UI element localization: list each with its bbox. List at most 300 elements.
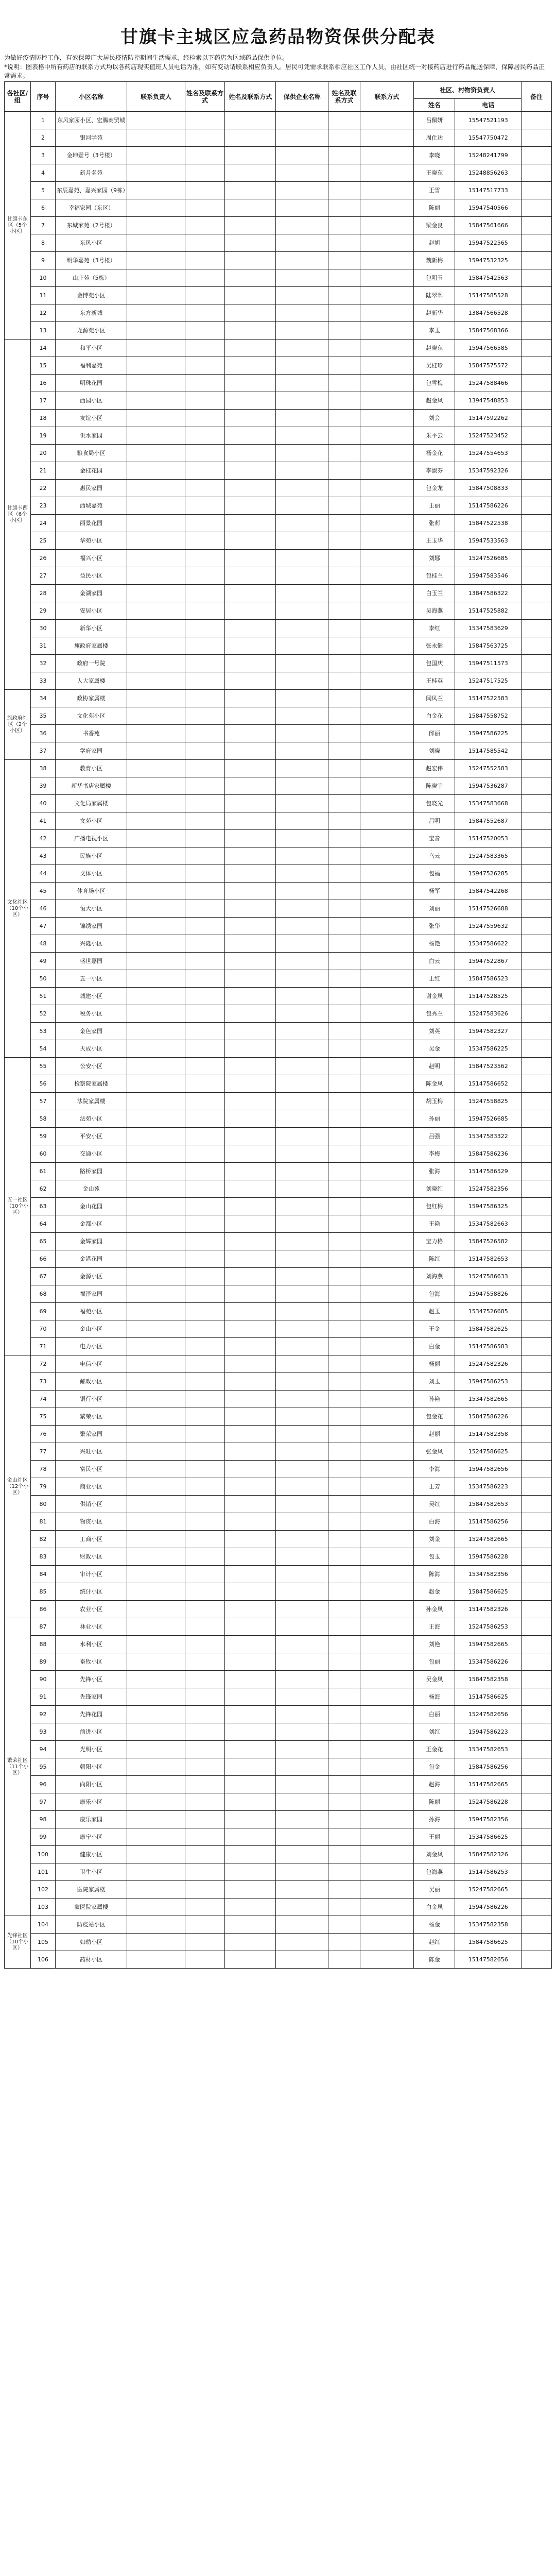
no-cell: 101 [30, 1863, 55, 1881]
comm-sup-cell [185, 567, 225, 585]
pharmacy-phone-cell [360, 1128, 413, 1145]
rep-name-cell: 包金龙 [414, 480, 455, 497]
pharmacy-name-cell [328, 1163, 360, 1180]
rep-phone-cell: 15347582358 [455, 1916, 522, 1934]
comm-phone-cell [225, 1268, 276, 1285]
table-row [5, 1758, 552, 1776]
pharmacy-phone-cell [360, 1671, 413, 1688]
pharmacy-phone-cell [360, 164, 413, 182]
note-cell [522, 1215, 552, 1233]
rep-phone-cell: 15247523452 [455, 427, 522, 445]
pharmacy-name-cell [328, 848, 360, 865]
community-cell: 物资小区 [56, 1513, 127, 1531]
pharmacy-name-cell [328, 1391, 360, 1408]
note-cell [522, 427, 552, 445]
pharmacy-name-cell [328, 1355, 360, 1373]
table-row [5, 1215, 552, 1233]
comm-phone-cell [225, 234, 276, 252]
pharmacy-name-cell [328, 988, 360, 1005]
table-row [5, 304, 552, 322]
community-cell: 书香苑 [56, 725, 127, 742]
rep-name-cell: 陈丽 [414, 1793, 455, 1811]
intro-line-1: 为做好疫情防控工作，有效保障广大居民疫情防控期间生活需求，经检索以下药店为区域药品保供单位。 [4, 54, 289, 61]
pharmacy-cell [276, 164, 328, 182]
rep-phone-cell: 15247559632 [455, 918, 522, 935]
rep-phone-cell: 15147520053 [455, 830, 522, 848]
table-row [5, 1268, 552, 1285]
comm-phone-cell [225, 567, 276, 585]
rep-name-cell: 包国庆 [414, 655, 455, 672]
pharmacy-cell [276, 900, 328, 918]
comm-manager-cell [127, 1443, 185, 1461]
table-row [5, 812, 552, 830]
rep-phone-cell: 15147528525 [455, 988, 522, 1005]
rep-name-cell: 白金花 [414, 707, 455, 725]
area-cell: 甘旗卡东区（5个小区） [5, 112, 31, 340]
header-no: 序号 [30, 82, 55, 112]
table-row [5, 287, 552, 304]
pharmacy-phone-cell [360, 1653, 413, 1671]
rep-phone-cell: 15347583629 [455, 620, 522, 637]
comm-manager-cell [127, 357, 185, 375]
pharmacy-phone-cell [360, 777, 413, 795]
note-cell [522, 1688, 552, 1706]
comm-manager-cell [127, 602, 185, 620]
comm-manager-cell [127, 1951, 185, 1969]
table-row [5, 1671, 552, 1688]
community-cell: 学府家园 [56, 742, 127, 760]
comm-sup-cell [185, 1531, 225, 1548]
no-cell: 81 [30, 1513, 55, 1531]
pharmacy-phone-cell [360, 672, 413, 690]
pharmacy-name-cell [328, 760, 360, 777]
comm-sup-cell [185, 1548, 225, 1566]
comm-sup-cell [185, 129, 225, 147]
note-cell [522, 883, 552, 900]
comm-phone-cell [225, 532, 276, 550]
rep-phone-cell: 15847522538 [455, 515, 522, 532]
comm-sup-cell [185, 672, 225, 690]
pharmacy-name-cell [328, 1951, 360, 1969]
pharmacy-name-cell [328, 1320, 360, 1338]
pharmacy-cell [276, 585, 328, 602]
pharmacy-phone-cell [360, 1355, 413, 1373]
rep-name-cell: 刘娜 [414, 550, 455, 567]
pharmacy-name-cell [328, 1828, 360, 1846]
rep-phone-cell: 15147585528 [455, 287, 522, 304]
comm-phone-cell [225, 1513, 276, 1531]
table-row [5, 1496, 552, 1513]
pharmacy-name-cell [328, 1443, 360, 1461]
pharmacy-name-cell [328, 707, 360, 725]
pharmacy-cell [276, 1478, 328, 1496]
comm-phone-cell [225, 1653, 276, 1671]
note-cell [522, 1653, 552, 1671]
comm-manager-cell [127, 375, 185, 392]
rep-name-cell: 张华 [414, 918, 455, 935]
no-cell: 91 [30, 1688, 55, 1706]
pharmacy-phone-cell [360, 480, 413, 497]
pharmacy-cell [276, 392, 328, 410]
table-row [5, 1881, 552, 1899]
community-cell: 友谊小区 [56, 410, 127, 427]
rep-name-cell: 杨丽 [414, 1355, 455, 1373]
table-row [5, 1636, 552, 1653]
community-cell: 妇幼小区 [56, 1934, 127, 1951]
comm-sup-cell [185, 1268, 225, 1285]
community-cell: 文苑小区 [56, 812, 127, 830]
comm-sup-cell [185, 515, 225, 532]
comm-manager-cell [127, 900, 185, 918]
rep-name-cell: 赵丽 [414, 1426, 455, 1443]
rep-phone-cell: 15347586225 [455, 1040, 522, 1058]
table-row [5, 147, 552, 164]
note-cell [522, 550, 552, 567]
pharmacy-phone-cell [360, 1023, 413, 1040]
rep-name-cell: 包玉 [414, 1548, 455, 1566]
community-cell: 丽景花园 [56, 515, 127, 532]
comm-sup-cell [185, 1426, 225, 1443]
note-cell [522, 1758, 552, 1776]
community-cell: 东辰嘉苑、嘉兴家园（9栋） [56, 182, 127, 199]
rep-name-cell: 包福 [414, 865, 455, 883]
community-cell: 体育场小区 [56, 883, 127, 900]
rep-name-cell: 包海 [414, 1285, 455, 1303]
comm-manager-cell [127, 953, 185, 970]
community-cell: 电力小区 [56, 1338, 127, 1355]
pharmacy-phone-cell [360, 1426, 413, 1443]
comm-sup-cell [185, 234, 225, 252]
rep-phone-cell: 15247583365 [455, 848, 522, 865]
rep-phone-cell: 15147586583 [455, 1338, 522, 1355]
table-row [5, 1250, 552, 1268]
rep-phone-cell: 15847523562 [455, 1058, 522, 1075]
pharmacy-cell [276, 1653, 328, 1671]
rep-name-cell: 白金 [414, 1338, 455, 1355]
no-cell: 75 [30, 1408, 55, 1426]
comm-manager-cell [127, 1671, 185, 1688]
note-cell [522, 1005, 552, 1023]
rep-phone-cell: 15947566585 [455, 340, 522, 357]
rep-phone-cell: 15147586256 [455, 1513, 522, 1531]
table-row [5, 392, 552, 410]
note-cell [522, 1548, 552, 1566]
community-cell: 恒大小区 [56, 900, 127, 918]
pharmacy-name-cell [328, 269, 360, 287]
rep-phone-cell: 15847552687 [455, 812, 522, 830]
note-cell [522, 1583, 552, 1601]
comm-manager-cell [127, 1355, 185, 1373]
pharmacy-cell [276, 953, 328, 970]
comm-phone-cell [225, 777, 276, 795]
pharmacy-phone-cell [360, 269, 413, 287]
rep-name-cell: 孙艳 [414, 1391, 455, 1408]
rep-phone-cell: 15247586633 [455, 1268, 522, 1285]
table-row [5, 1303, 552, 1320]
note-cell [522, 1075, 552, 1093]
note-cell [522, 1303, 552, 1320]
area-cell: 先锋社区（10个小区） [5, 1916, 31, 1969]
pharmacy-cell [276, 672, 328, 690]
no-cell: 40 [30, 795, 55, 812]
pharmacy-name-cell [328, 1180, 360, 1198]
table-row [5, 1916, 552, 1934]
rep-name-cell: 杨艳 [414, 935, 455, 953]
comm-phone-cell [225, 304, 276, 322]
comm-manager-cell [127, 1636, 185, 1653]
community-cell: 文化苑小区 [56, 707, 127, 725]
comm-manager-cell [127, 1338, 185, 1355]
header-pharmacy-phone: 联系方式 [360, 82, 413, 112]
no-cell: 73 [30, 1373, 55, 1391]
no-cell: 93 [30, 1723, 55, 1741]
pharmacy-phone-cell [360, 1618, 413, 1636]
community-cell: 前进小区 [56, 1723, 127, 1741]
comm-phone-cell [225, 164, 276, 182]
rep-name-cell: 赵红 [414, 1934, 455, 1951]
rep-name-cell: 刘金 [414, 1531, 455, 1548]
rep-phone-cell: 15147522583 [455, 690, 522, 707]
pharmacy-cell [276, 1863, 328, 1881]
comm-manager-cell [127, 707, 185, 725]
comm-sup-cell [185, 445, 225, 462]
pharmacy-phone-cell [360, 1513, 413, 1531]
rep-phone-cell: 15847586256 [455, 1758, 522, 1776]
comm-sup-cell [185, 1706, 225, 1723]
community-cell: 福利嘉苑 [56, 357, 127, 375]
comm-manager-cell [127, 287, 185, 304]
pharmacy-name-cell [328, 1426, 360, 1443]
community-cell: 兴隆小区 [56, 935, 127, 953]
rep-phone-cell: 15947586225 [455, 725, 522, 742]
pharmacy-cell [276, 637, 328, 655]
comm-phone-cell [225, 1391, 276, 1408]
rep-phone-cell: 15247588466 [455, 375, 522, 392]
rep-name-cell: 王海 [414, 1618, 455, 1636]
table-row [5, 1934, 552, 1951]
header-comm-sup: 姓名及联系方式 [185, 82, 225, 112]
community-cell: 审计小区 [56, 1566, 127, 1583]
pharmacy-phone-cell [360, 287, 413, 304]
rep-phone-cell: 15847582653 [455, 1496, 522, 1513]
note-cell [522, 462, 552, 480]
rep-name-cell: 魏新梅 [414, 252, 455, 269]
table-row [5, 1320, 552, 1338]
no-cell: 63 [30, 1198, 55, 1215]
rep-name-cell: 陈金凤 [414, 1075, 455, 1093]
note-cell [522, 287, 552, 304]
comm-manager-cell [127, 795, 185, 812]
pharmacy-cell [276, 1899, 328, 1916]
no-cell: 33 [30, 672, 55, 690]
comm-manager-cell [127, 935, 185, 953]
comm-phone-cell [225, 1040, 276, 1058]
rep-phone-cell: 15147586529 [455, 1163, 522, 1180]
no-cell: 13 [30, 322, 55, 340]
pharmacy-cell [276, 129, 328, 147]
table-row [5, 427, 552, 445]
pharmacy-cell [276, 620, 328, 637]
table-row [5, 1706, 552, 1723]
area-cell: 五一社区（10个小区） [5, 1058, 31, 1355]
pharmacy-cell [276, 480, 328, 497]
community-cell: 东风家园小区、宏腾商贸城 [56, 112, 127, 129]
community-cell: 水利小区 [56, 1636, 127, 1653]
comm-sup-cell [185, 1793, 225, 1811]
comm-phone-cell [225, 1110, 276, 1128]
comm-phone-cell [225, 1426, 276, 1443]
comm-manager-cell [127, 777, 185, 795]
pharmacy-phone-cell [360, 497, 413, 515]
pharmacy-phone-cell [360, 1531, 413, 1548]
comm-phone-cell [225, 1531, 276, 1548]
pharmacy-name-cell [328, 427, 360, 445]
pharmacy-name-cell [328, 1023, 360, 1040]
pharmacy-phone-cell [360, 848, 413, 865]
no-cell: 54 [30, 1040, 55, 1058]
no-cell: 78 [30, 1461, 55, 1478]
rep-name-cell: 李梅 [414, 1145, 455, 1163]
rep-phone-cell: 15947526285 [455, 865, 522, 883]
table-row [5, 637, 552, 655]
pharmacy-cell [276, 777, 328, 795]
pharmacy-name-cell [328, 900, 360, 918]
comm-manager-cell [127, 1215, 185, 1233]
comm-phone-cell [225, 1163, 276, 1180]
pharmacy-cell [276, 1408, 328, 1426]
rep-name-cell: 王玉华 [414, 532, 455, 550]
comm-manager-cell [127, 1145, 185, 1163]
pharmacy-cell [276, 497, 328, 515]
comm-sup-cell [185, 1338, 225, 1355]
comm-manager-cell [127, 217, 185, 234]
comm-sup-cell [185, 1881, 225, 1899]
no-cell: 88 [30, 1636, 55, 1653]
comm-manager-cell [127, 812, 185, 830]
table-row [5, 1461, 552, 1478]
comm-phone-cell [225, 1863, 276, 1881]
rep-phone-cell: 15147586625 [455, 1688, 522, 1706]
comm-phone-cell [225, 830, 276, 848]
community-cell: 富民小区 [56, 1461, 127, 1478]
pharmacy-phone-cell [360, 1373, 413, 1391]
table-row [5, 1426, 552, 1443]
pharmacy-cell [276, 918, 328, 935]
pharmacy-name-cell [328, 830, 360, 848]
table-row [5, 1618, 552, 1636]
table-row [5, 1583, 552, 1601]
comm-sup-cell [185, 1496, 225, 1513]
note-cell [522, 1110, 552, 1128]
note-cell [522, 1023, 552, 1040]
comm-sup-cell [185, 1408, 225, 1426]
pharmacy-name-cell [328, 1723, 360, 1741]
rep-name-cell: 李淑芬 [414, 462, 455, 480]
table-row [5, 375, 552, 392]
rep-phone-cell: 15947582665 [455, 1636, 522, 1653]
comm-phone-cell [225, 357, 276, 375]
pharmacy-phone-cell [360, 182, 413, 199]
rep-name-cell: 王红 [414, 970, 455, 988]
pharmacy-cell [276, 795, 328, 812]
note-cell [522, 1601, 552, 1618]
comm-manager-cell [127, 1916, 185, 1934]
rep-name-cell: 杨海 [414, 1688, 455, 1706]
comm-phone-cell [225, 1093, 276, 1110]
rep-phone-cell: 15347586223 [455, 1478, 522, 1496]
pharmacy-cell [276, 550, 328, 567]
comm-sup-cell [185, 252, 225, 269]
pharmacy-phone-cell [360, 760, 413, 777]
pharmacy-name-cell [328, 1776, 360, 1793]
pharmacy-name-cell [328, 655, 360, 672]
table-row [5, 935, 552, 953]
pharmacy-phone-cell [360, 1320, 413, 1338]
table-row [5, 918, 552, 935]
comm-sup-cell [185, 725, 225, 742]
pharmacy-phone-cell [360, 1758, 413, 1776]
rep-phone-cell: 15947511573 [455, 655, 522, 672]
comm-phone-cell [225, 1128, 276, 1145]
no-cell: 12 [30, 304, 55, 322]
no-cell: 71 [30, 1338, 55, 1355]
no-cell: 89 [30, 1653, 55, 1671]
pharmacy-name-cell [328, 182, 360, 199]
community-cell: 康乐家园 [56, 1811, 127, 1828]
pharmacy-cell [276, 147, 328, 164]
note-cell [522, 182, 552, 199]
rep-name-cell: 刘晓 [414, 742, 455, 760]
note-cell [522, 1285, 552, 1303]
rep-phone-cell: 15347582663 [455, 1215, 522, 1233]
rep-name-cell: 刘晓红 [414, 1180, 455, 1198]
pharmacy-phone-cell [360, 1145, 413, 1163]
comm-sup-cell [185, 1198, 225, 1215]
table-row [5, 1548, 552, 1566]
pharmacy-name-cell [328, 1863, 360, 1881]
community-cell: 健康小区 [56, 1846, 127, 1863]
no-cell: 83 [30, 1548, 55, 1566]
no-cell: 95 [30, 1758, 55, 1776]
community-cell: 金都小区 [56, 1215, 127, 1233]
comm-manager-cell [127, 1093, 185, 1110]
pharmacy-cell [276, 445, 328, 462]
no-cell: 70 [30, 1320, 55, 1338]
comm-phone-cell [225, 707, 276, 725]
no-cell: 66 [30, 1250, 55, 1268]
pharmacy-phone-cell [360, 234, 413, 252]
pharmacy-cell [276, 865, 328, 883]
table-row [5, 1531, 552, 1548]
rep-name-cell: 包明玉 [414, 269, 455, 287]
note-cell [522, 1846, 552, 1863]
community-cell: 医院家属楼 [56, 1881, 127, 1899]
comm-phone-cell [225, 1811, 276, 1828]
community-cell: 畜牧小区 [56, 1653, 127, 1671]
pharmacy-name-cell [328, 637, 360, 655]
note-cell [522, 1513, 552, 1531]
note-cell [522, 1180, 552, 1198]
table-row [5, 1093, 552, 1110]
community-cell: 公安小区 [56, 1058, 127, 1075]
comm-manager-cell [127, 147, 185, 164]
rep-name-cell: 陈丽 [414, 199, 455, 217]
rep-phone-cell: 15147517733 [455, 182, 522, 199]
table-row [5, 1285, 552, 1303]
pharmacy-cell [276, 1846, 328, 1863]
comm-sup-cell [185, 427, 225, 445]
pharmacy-phone-cell [360, 602, 413, 620]
